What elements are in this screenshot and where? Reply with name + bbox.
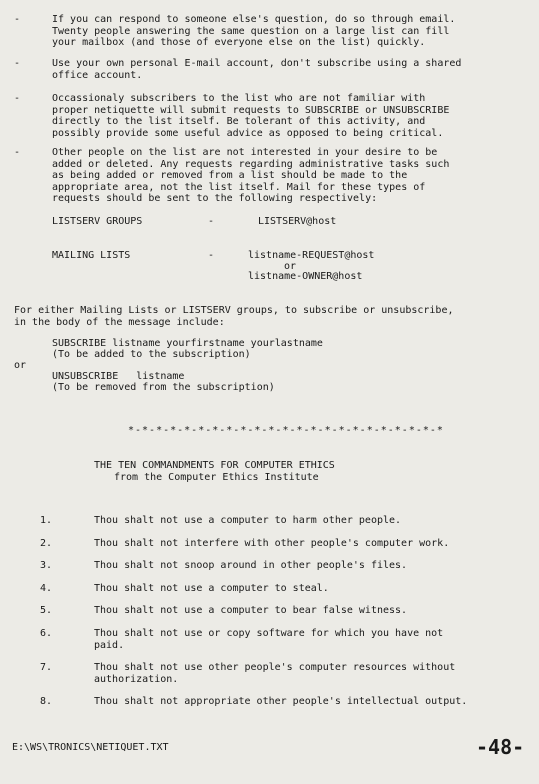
commandment-text: Thou shalt not appropriate other people's intellectual output. bbox=[94, 696, 468, 707]
bullet-dash: - bbox=[14, 93, 21, 104]
commandment-text: Thou shalt not use or copy software for which you have not paid. bbox=[94, 628, 444, 651]
mailing-request-address: listname-REQUEST@host bbox=[248, 250, 375, 261]
commandment-text: Thou shalt not use a computer to bear false witness. bbox=[94, 605, 408, 616]
commandment-number: 7. bbox=[40, 662, 53, 673]
bullet-dash: - bbox=[14, 58, 21, 69]
commandments-title: THE TEN COMMANDMENTS FOR COMPUTER ETHICS bbox=[94, 460, 335, 471]
bullet-dash: - bbox=[14, 147, 21, 158]
guideline-paragraph: Occassionaly subscribers to the list who are not familiar with proper netiquette will submit requests to SUBSCRIBE or UNSUBSCRIBE directly to the list itself. Be tolerant of this activity, and possibly provide some useful advice as opposed to being critical. bbox=[52, 93, 450, 139]
commandment-number: 5. bbox=[40, 605, 53, 616]
file-path: E:\WS\TRONICS\NETIQUET.TXT bbox=[12, 742, 169, 753]
listserv-address: LISTSERV@host bbox=[258, 216, 337, 227]
guideline-paragraph: If you can respond to someone else's question, do so through email. Twenty people answering the same question on a large list can fill your mailbox (and those of everyone else on the list) quickly. bbox=[52, 14, 456, 48]
commandment-number: 8. bbox=[40, 696, 53, 707]
commandment-number: 2. bbox=[40, 538, 53, 549]
commandment-text: Thou shalt not snoop around in other people's files. bbox=[94, 560, 408, 571]
commandment-number: 3. bbox=[40, 560, 53, 571]
commandment-text: Thou shalt not use a computer to steal. bbox=[94, 583, 329, 594]
commandment-number: 4. bbox=[40, 583, 53, 594]
commandment-text: Thou shalt not use other people's computer resources without authorization. bbox=[94, 662, 456, 685]
or-label: or bbox=[14, 360, 27, 371]
address-separator: - bbox=[208, 216, 215, 227]
bullet-dash: - bbox=[14, 14, 21, 25]
listserv-label: LISTSERV GROUPS bbox=[52, 216, 143, 227]
subscribe-intro: For either Mailing Lists or LISTSERV groups, to subscribe or unsubscribe, in the body of the message include: bbox=[14, 305, 454, 328]
guideline-paragraph: Other people on the list are not interested in your desire to be added or deleted. Any requests regarding administrative tasks such as being added or removed from a list should be made to the appropriate area, not the list itself. Mail for these types of requests should be sent to the following respectively: bbox=[52, 147, 450, 204]
address-separator: - bbox=[208, 250, 215, 261]
commandment-number: 1. bbox=[40, 515, 53, 526]
unsubscribe-note: (To be removed from the subscription) bbox=[52, 382, 275, 393]
guideline-paragraph: Use your own personal E-mail account, don't subscribe using a shared office account. bbox=[52, 58, 462, 81]
commandment-text: Thou shalt not use a computer to harm other people. bbox=[94, 515, 402, 526]
commandment-number: 6. bbox=[40, 628, 53, 639]
page-number: -48- bbox=[476, 735, 525, 759]
unsubscribe-command: UNSUBSCRIBE listname bbox=[52, 371, 185, 382]
commandment-text: Thou shalt not interfere with other people's computer work. bbox=[94, 538, 450, 549]
address-or: or bbox=[284, 261, 297, 272]
subscribe-note: (To be added to the subscription) bbox=[52, 349, 251, 360]
star-divider: *-*-*-*-*-*-*-*-*-*-*-*-*-*-*-*-*-*-*-*-*-*-* bbox=[128, 425, 444, 436]
subscribe-command: SUBSCRIBE listname yourfirstname yourlastname bbox=[52, 338, 323, 349]
mailing-lists-label: MAILING LISTS bbox=[52, 250, 131, 261]
mailing-owner-address: listname-OWNER@host bbox=[248, 271, 363, 282]
commandments-subtitle: from the Computer Ethics Institute bbox=[114, 472, 319, 483]
